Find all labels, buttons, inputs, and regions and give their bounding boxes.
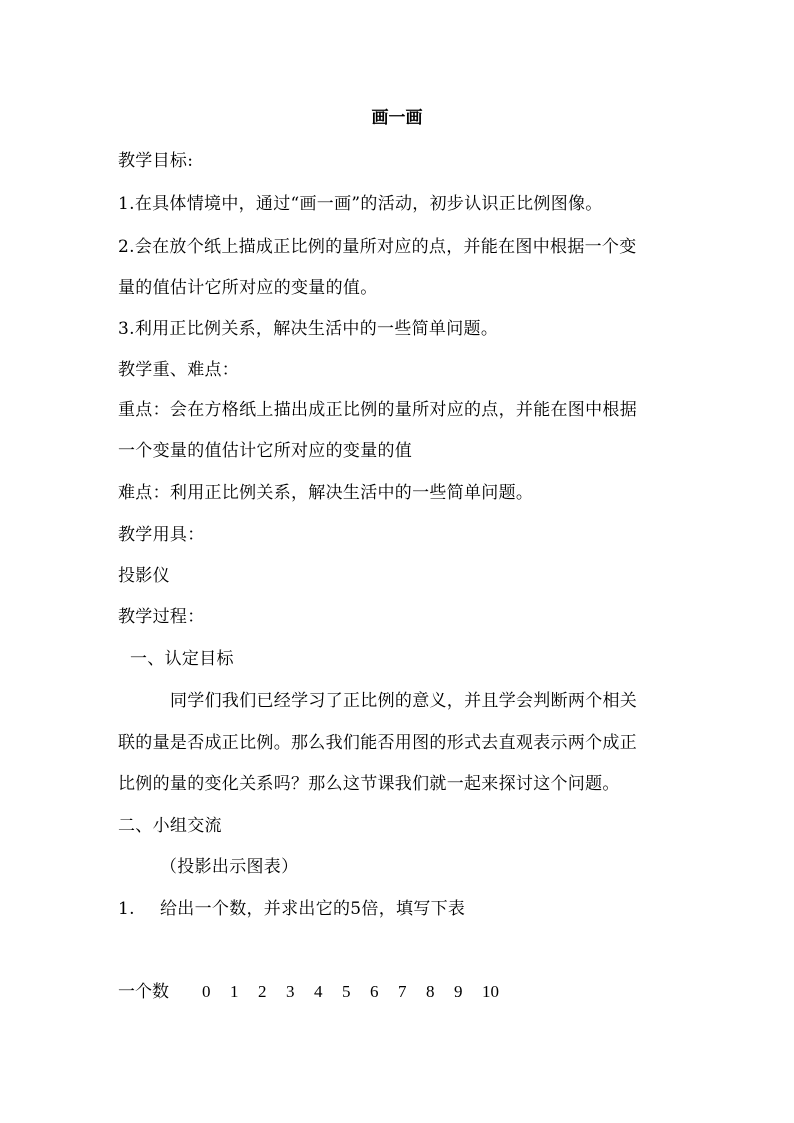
table-cell: 4 [314, 982, 323, 1001]
number-table-row [118, 981, 510, 1003]
table-cell: 5 [342, 982, 351, 1001]
key-line-2: 一个变量的值估计它所对应的变量的值 [118, 441, 413, 461]
section1-heading: 一、认定目标 [130, 649, 234, 669]
page-title: 画一画 [371, 108, 423, 128]
table-cell: 6 [370, 982, 379, 1001]
table-cell: 10 [482, 982, 499, 1001]
table-cell: 0 [202, 982, 211, 1001]
table-cell: 1 [230, 982, 239, 1001]
table-cell: 8 [426, 982, 435, 1001]
key-line-3: 难点：利用正比例关系，解决生活中的一些简单问题。 [118, 483, 534, 503]
goals-heading: 教学目标: [118, 151, 194, 171]
task1-text: 给出一个数，并求出它的5倍，填写下表 [160, 899, 466, 919]
section2-heading: 二、小组交流 [118, 816, 222, 836]
tools-text: 投影仪 [118, 566, 170, 586]
section1-line-1: 同学们我们已经学习了正比例的意义，并且学会判断两个相关 [170, 691, 638, 711]
process-heading: 教学过程： [118, 607, 205, 627]
goal-line-4: 3.利用正比例关系，解决生活中的一些简单问题。 [118, 319, 499, 339]
table-cell: 7 [398, 982, 407, 1001]
goal-line-1: 1.在具体情境中，通过“画一画”的活动，初步认识正比例图像。 [118, 194, 603, 214]
key-line-1: 重点：会在方格纸上描出成正比例的量所对应的点，并能在图中根据 [118, 400, 637, 420]
tools-heading: 教学用具： [118, 525, 205, 545]
section1-line-3: 比例的量的变化关系吗？那么这节课我们就一起来探讨这个问题。 [118, 774, 620, 794]
goal-line-3: 量的值估计它所对应的变量的值。 [118, 278, 378, 298]
section1-line-2: 联的量是否成正比例。那么我们能否用图的形式去直观表示两个成正 [118, 733, 637, 753]
task1-number: 1. [118, 899, 135, 919]
table-cell: 3 [286, 982, 295, 1001]
table-cell: 2 [258, 982, 267, 1001]
goal-line-2: 2.会在放个纸上描成正比例的量所对应的点，并能在图中根据一个变 [118, 237, 637, 257]
section2-note: （投影出示图表） [160, 857, 299, 877]
table-label: 一个数 [118, 982, 169, 1002]
key-heading: 教学重、难点： [118, 360, 240, 380]
table-cell: 9 [454, 982, 463, 1001]
